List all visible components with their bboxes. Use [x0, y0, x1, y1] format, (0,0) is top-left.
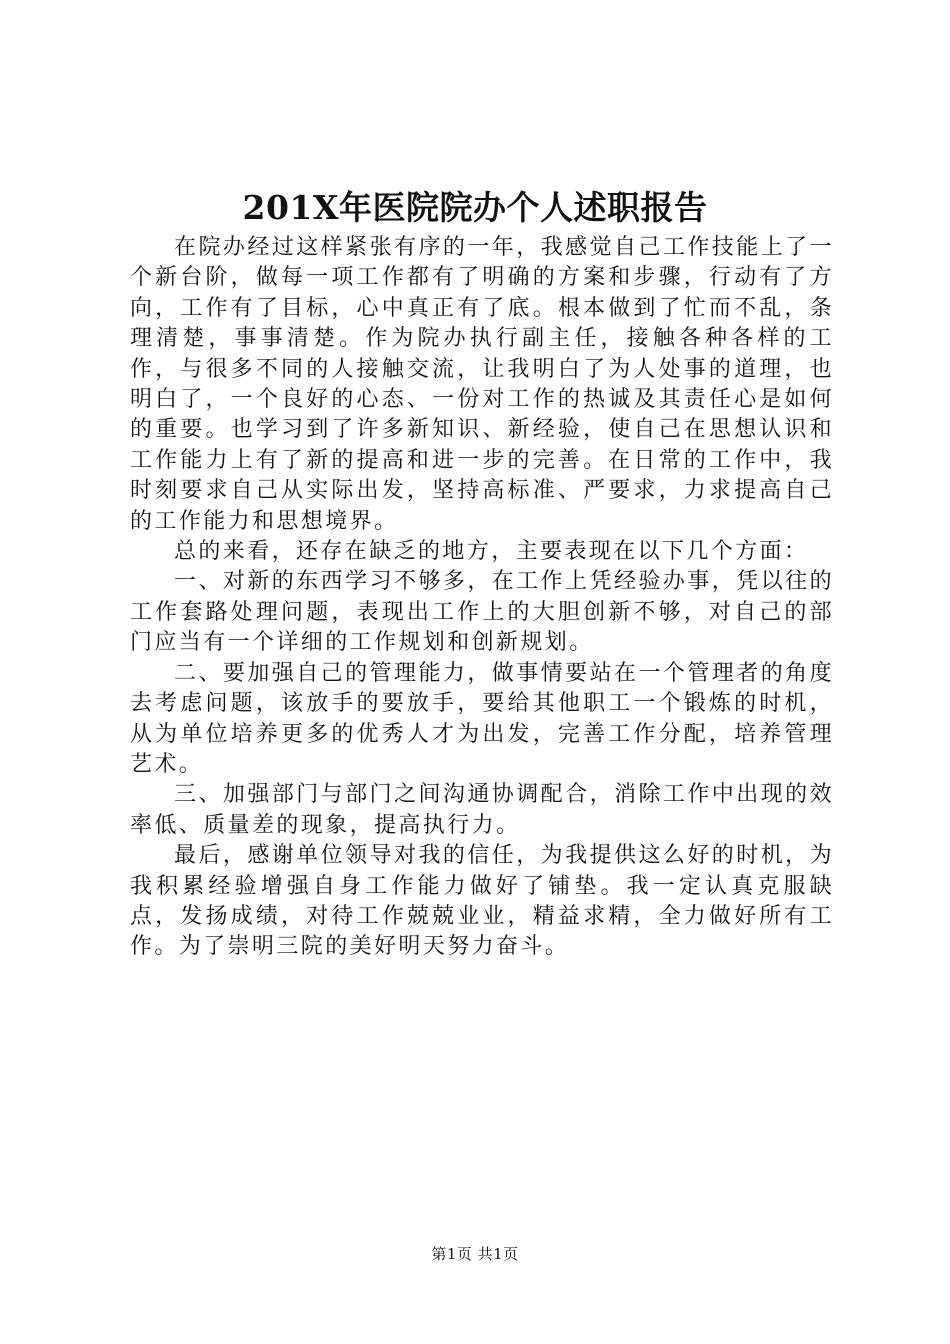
paragraph-point-two: 二、要加强自己的管理能力，做事情要站在一个管理者的角度去考虑问题，该放手的要放手，要给其他职工一个锻炼的时机，从为单位培养更多的优秀人才为出发，完善工作分配，培养管理艺术。 — [130, 660, 834, 777]
document-body — [130, 233, 834, 963]
paragraph-shortcomings-summary: 总的来看，还存在缺乏的地方，主要表现在以下几个方面： — [174, 539, 809, 565]
document-title: 201X年医院院办个人述职报告 — [242, 188, 708, 227]
paragraph-intro: 在院办经过这样紧张有序的一年，我感觉自己工作技能上了一个新台阶，做每一项工作都有了明确的方案和步骤，行动有了方向，工作有了目标，心中真正有了底。根本做到了忙而不乱，条理清楚，事事清楚。作为院办执行副主任，接触各种各样的工作，与很多不同的人接触交流，让我明白了为人处事的道理，也明白了，一个良好的心态、一份对工作的热诚及其责任心是如何的重要。也学习到了许多新知识、新经验，使自己在思想认识和工作能力上有了新的提高和进一步的完善。在日常的工作中，我时刻要求自己从实际出发，坚持高标准、严要求，力求提高自己的工作能力和思想境界。 — [130, 235, 834, 534]
paragraph-point-one: 一、对新的东西学习不够多，在工作上凭经验办事，凭以往的工作套路处理问题，表现出工作上的大胆创新不够，对自己的部门应当有一个详细的工作规划和创新规划。 — [130, 569, 834, 656]
paragraph-conclusion: 最后，感谢单位领导对我的信任，为我提供这么好的时机，为我积累经验增强自身工作能力做好了铺垫。我一定认真克服缺点，发扬成绩，对待工作兢兢业业，精益求精，全力做好所有工作。为了崇明三院的美好明天努力奋斗。 — [130, 843, 834, 960]
paragraph-point-three: 三、加强部门与部门之间沟通协调配合，消除工作中出现的效率低、质量差的现象，提高执行力。 — [130, 782, 834, 838]
page-number-footer: 第1页 共1页 — [431, 1245, 519, 1263]
